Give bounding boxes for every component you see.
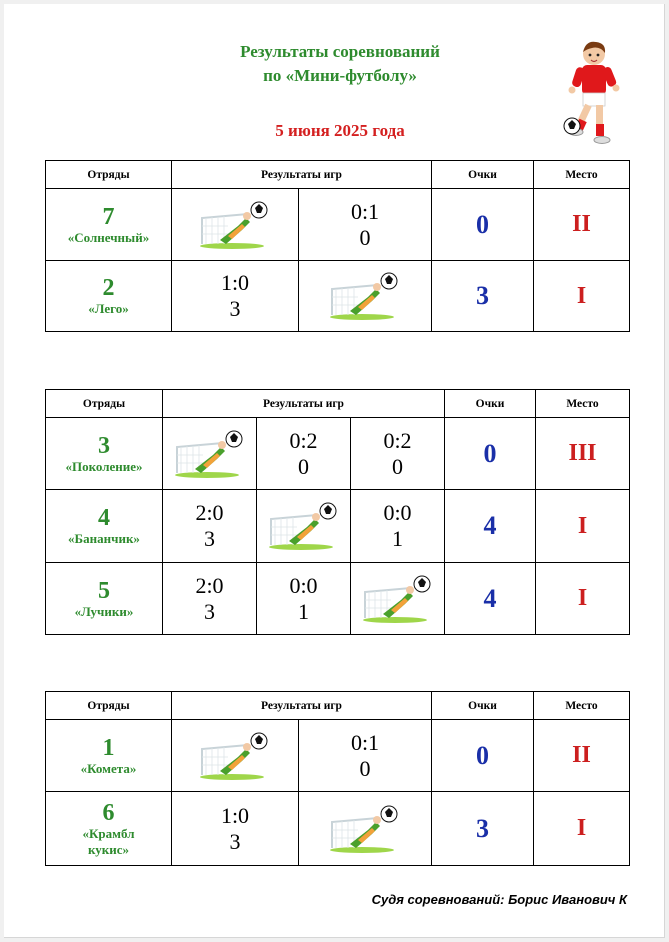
match-points: 1	[298, 598, 309, 624]
team-place: III	[536, 418, 630, 490]
team-cell	[46, 418, 163, 490]
team-place: I	[536, 490, 630, 563]
header-teams: Отряды	[46, 692, 172, 720]
match-result-cell	[299, 720, 432, 792]
match-result-cell	[163, 490, 257, 563]
team-name: «Бананчик»	[68, 531, 140, 546]
judge-signature: Судя соревнований: Борис Иванович К	[371, 892, 627, 907]
match-score: 0:0	[383, 500, 412, 525]
goal-keeper-icon	[328, 271, 402, 321]
team-number: 6	[102, 799, 115, 826]
header-teams: Отряды	[46, 390, 163, 418]
table-row	[46, 418, 630, 490]
match-points: 0	[359, 755, 371, 781]
results-table-1	[45, 160, 630, 332]
table-row	[46, 720, 630, 792]
header-place: Место	[534, 161, 630, 189]
title-line-2: по «Мини-футболу»	[263, 66, 417, 85]
team-cell	[46, 189, 172, 261]
goal-keeper-icon	[267, 501, 341, 551]
match-score: 0:1	[350, 729, 380, 755]
competition-date: 5 июня 2025 года	[275, 121, 405, 140]
table-row	[46, 490, 630, 563]
team-name: «Солнечный»	[67, 229, 150, 245]
results-table-3	[45, 691, 630, 866]
header-place: Место	[534, 692, 630, 720]
table-row	[46, 792, 630, 866]
team-cell	[46, 792, 172, 866]
team-name: «Лучики»	[74, 603, 134, 619]
self-match-cell	[172, 720, 299, 792]
match-result-cell	[299, 189, 432, 261]
self-match-cell	[351, 563, 445, 635]
match-score: 2:0	[195, 572, 224, 598]
team-cell	[46, 261, 172, 332]
total-points: 0	[432, 720, 534, 792]
team-name: «Поколение»	[65, 458, 143, 474]
match-result-cell	[351, 490, 445, 563]
team-number: 2	[102, 275, 115, 301]
team-number: 1	[102, 734, 115, 761]
match-score: 0:2	[289, 427, 318, 453]
team-number: 5	[98, 577, 110, 604]
match-result-cell	[172, 792, 299, 866]
total-points: 4	[445, 563, 536, 635]
header-place: Место	[536, 390, 630, 418]
team-cell	[46, 720, 172, 792]
match-points: 3	[204, 598, 215, 624]
goal-keeper-icon	[173, 429, 247, 479]
header-results: Результаты игр	[163, 390, 445, 418]
team-number: 4	[98, 505, 110, 531]
team-name: «Лего»	[88, 301, 129, 316]
match-score: 0:1	[350, 198, 380, 224]
match-result-cell	[351, 418, 445, 490]
team-cell	[46, 490, 163, 563]
match-score: 1:0	[220, 270, 250, 295]
results-table-2	[45, 389, 630, 635]
self-match-cell	[163, 418, 257, 490]
team-name-line-2: кукис»	[87, 841, 130, 857]
total-points: 0	[432, 189, 534, 261]
team-place: II	[534, 189, 630, 261]
header-points: Очки	[432, 161, 534, 189]
goal-keeper-icon	[328, 804, 402, 854]
total-points: 0	[445, 418, 536, 490]
match-score: 0:2	[383, 427, 412, 453]
team-place: I	[534, 792, 630, 866]
match-points: 3	[204, 526, 215, 551]
team-place: II	[534, 720, 630, 792]
team-place: I	[534, 261, 630, 332]
total-points: 3	[432, 792, 534, 866]
self-match-cell	[172, 189, 299, 261]
match-points: 3	[229, 828, 241, 854]
self-match-cell	[257, 490, 351, 563]
goal-keeper-icon	[361, 574, 435, 624]
table-row	[46, 563, 630, 635]
table-row	[46, 261, 630, 332]
match-score: 1:0	[220, 802, 250, 828]
match-points: 3	[229, 296, 241, 321]
header-points: Очки	[432, 692, 534, 720]
match-result-cell	[257, 418, 351, 490]
total-points: 4	[445, 490, 536, 563]
match-points: 0	[298, 453, 309, 479]
match-result-cell	[172, 261, 299, 332]
self-match-cell	[299, 261, 432, 332]
team-number: 3	[98, 432, 110, 459]
document-page	[4, 4, 665, 938]
title-line-1: Результаты соревнований	[240, 42, 440, 61]
team-cell	[46, 563, 163, 635]
goal-keeper-icon	[198, 731, 272, 781]
match-score: 2:0	[195, 500, 224, 525]
match-points: 0	[392, 453, 403, 479]
table-row	[46, 189, 630, 261]
total-points: 3	[432, 261, 534, 332]
team-name: «Комета»	[80, 760, 137, 776]
header-results: Результаты игр	[172, 161, 432, 189]
goal-keeper-icon	[198, 200, 272, 250]
match-result-cell	[257, 563, 351, 635]
match-points: 1	[392, 526, 403, 551]
header-teams: Отряды	[46, 161, 172, 189]
team-place: I	[536, 563, 630, 635]
header-points: Очки	[445, 390, 536, 418]
self-match-cell	[299, 792, 432, 866]
team-number: 7	[102, 203, 115, 230]
match-score: 0:0	[289, 572, 318, 598]
match-points: 0	[359, 224, 371, 250]
header-results: Результаты игр	[172, 692, 432, 720]
team-name-line-1: «Крамбл	[82, 825, 135, 841]
match-result-cell	[163, 563, 257, 635]
